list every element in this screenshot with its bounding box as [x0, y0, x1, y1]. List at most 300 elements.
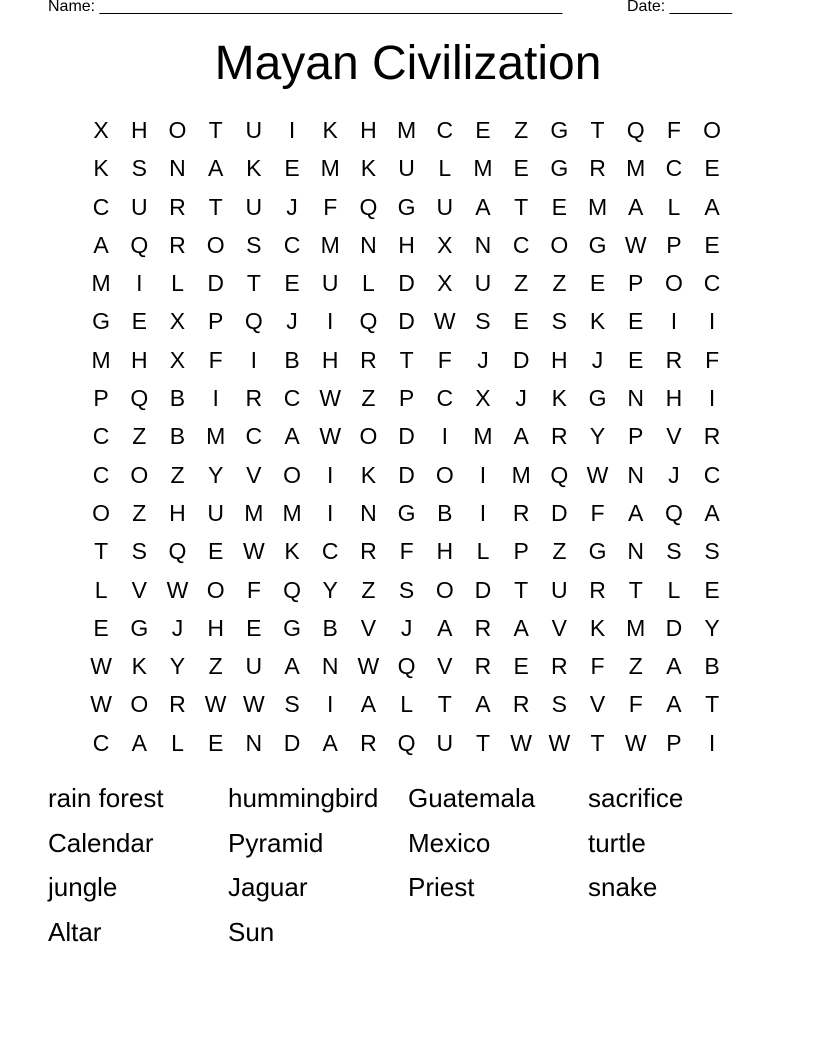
- grid-letter: C: [512, 231, 530, 258]
- grid-letter: N: [627, 385, 645, 412]
- grid-letter: F: [628, 691, 643, 718]
- grid-letter: A: [704, 193, 720, 220]
- grid-letter: A: [131, 729, 147, 756]
- grid-letter: O: [435, 461, 454, 488]
- grid-letter: P: [93, 385, 109, 412]
- grid-letter: U: [474, 270, 492, 297]
- grid-letter: N: [321, 653, 339, 680]
- grid-letter: P: [207, 308, 224, 335]
- grid-letter: A: [93, 231, 109, 258]
- word-list-item: rain forest: [48, 783, 164, 813]
- grid-letter: R: [551, 653, 568, 680]
- grid-letter: C: [92, 729, 110, 756]
- grid-letter: A: [666, 653, 682, 680]
- grid-letter: Z: [132, 499, 147, 526]
- grid-letter: I: [670, 308, 678, 335]
- grid-letter: H: [169, 499, 186, 526]
- grid-letter: A: [207, 155, 224, 182]
- grid-letter: O: [168, 117, 187, 143]
- grid-letter: F: [246, 576, 261, 603]
- grid-letter: N: [627, 538, 645, 565]
- grid-letter: M: [91, 346, 111, 373]
- grid-letter: E: [284, 155, 300, 182]
- grid-letter: J: [286, 193, 298, 220]
- grid-letter: N: [474, 231, 492, 258]
- grid-letter: S: [398, 576, 415, 603]
- grid-letter: T: [705, 691, 720, 718]
- grid-letter: V: [360, 614, 377, 641]
- grid-letter: I: [708, 385, 716, 412]
- grid-letter: Q: [397, 729, 416, 756]
- grid-letter: Y: [169, 653, 186, 680]
- grid-letter: Q: [283, 576, 301, 603]
- grid-letter: J: [668, 461, 680, 488]
- grid-letter: B: [437, 499, 453, 526]
- grid-letter: R: [169, 231, 186, 258]
- grid-letter: Z: [361, 385, 376, 412]
- grid-letter: W: [548, 729, 571, 756]
- grid-letter: S: [551, 691, 568, 718]
- grid-letter: R: [169, 691, 186, 718]
- grid-letter: S: [475, 308, 491, 335]
- grid-letter: H: [665, 385, 683, 412]
- grid-letter: O: [435, 576, 454, 603]
- grid-letter: R: [589, 155, 606, 182]
- grid-letter: E: [704, 576, 720, 603]
- grid-letter: E: [131, 308, 147, 335]
- grid-letter: G: [130, 614, 149, 641]
- grid-letter: P: [513, 538, 529, 565]
- grid-letter: W: [319, 423, 342, 450]
- grid-letter: O: [283, 461, 301, 488]
- grid-letter: G: [550, 155, 569, 182]
- grid-letter: Q: [397, 653, 416, 680]
- grid-letter: S: [131, 538, 147, 565]
- grid-letter: P: [666, 729, 682, 756]
- grid-letter: S: [551, 308, 568, 335]
- grid-letter: A: [666, 691, 682, 718]
- grid-letter: E: [589, 270, 606, 297]
- grid-letter: O: [92, 499, 111, 526]
- page-title: Mayan Civilization: [214, 37, 602, 90]
- word-list-item: Altar: [48, 917, 102, 948]
- word-list-item: Guatemala: [408, 783, 536, 813]
- grid-letter: F: [590, 499, 605, 526]
- grid-letter: T: [514, 576, 529, 603]
- grid-letter: M: [511, 461, 531, 488]
- grid-letter: I: [212, 385, 219, 412]
- grid-letter: G: [588, 231, 607, 258]
- grid-letter: O: [130, 691, 149, 718]
- grid-letter: R: [474, 653, 492, 680]
- grid-letter: X: [475, 385, 491, 412]
- grid-letter: G: [92, 308, 111, 335]
- grid-letter: M: [473, 423, 493, 450]
- grid-letter: U: [245, 653, 263, 680]
- grid-letter: X: [437, 270, 453, 297]
- grid-letter: A: [628, 193, 644, 220]
- grid-letter: L: [400, 691, 413, 718]
- grid-letter: O: [703, 117, 722, 143]
- grid-letter: S: [131, 155, 147, 182]
- grid-letter: H: [207, 614, 224, 641]
- grid-letter: S: [246, 231, 262, 258]
- grid-letter: M: [626, 155, 646, 182]
- grid-letter: D: [207, 270, 224, 297]
- grid-letter: Z: [552, 270, 567, 297]
- grid-letter: U: [130, 193, 148, 220]
- grid-letter: H: [436, 538, 454, 565]
- grid-letter: M: [282, 499, 302, 526]
- grid-letter: C: [321, 538, 339, 565]
- grid-letter: I: [288, 117, 296, 143]
- word-list-item: Sun: [228, 917, 275, 948]
- grid-letter: F: [705, 346, 720, 373]
- grid-letter: W: [624, 231, 647, 258]
- grid-letter: E: [704, 231, 720, 258]
- grid-letter: A: [513, 614, 529, 641]
- grid-letter: I: [327, 308, 334, 335]
- grid-letter: U: [551, 576, 568, 603]
- grid-letter: P: [666, 231, 682, 258]
- grid-letter: S: [284, 691, 300, 718]
- grid-letter: R: [512, 691, 530, 718]
- grid-letter: Q: [130, 385, 149, 412]
- grid-letter: F: [437, 346, 452, 373]
- grid-letter: L: [362, 270, 375, 297]
- grid-letter: S: [704, 538, 720, 565]
- word-list-item: sacrifice: [588, 783, 684, 813]
- grid-letter: N: [627, 461, 645, 488]
- grid-letter: Y: [207, 461, 224, 488]
- grid-letter: V: [666, 423, 682, 450]
- grid-letter: C: [245, 423, 263, 450]
- grid-letter: A: [704, 499, 720, 526]
- grid-letter: C: [665, 155, 683, 182]
- grid-letter: I: [441, 423, 448, 450]
- grid-letter: V: [131, 576, 147, 603]
- grid-letter: I: [250, 346, 258, 373]
- grid-letter: L: [667, 576, 681, 603]
- grid-letter: I: [708, 308, 716, 335]
- grid-letter: M: [244, 499, 264, 526]
- grid-letter: J: [286, 308, 298, 335]
- grid-letter: U: [321, 270, 339, 297]
- word-list-item: snake: [588, 872, 658, 903]
- grid-letter: D: [551, 499, 568, 526]
- grid-letter: B: [322, 614, 338, 641]
- grid-letter: N: [360, 231, 377, 258]
- grid-letter: E: [207, 538, 224, 565]
- grid-letter: C: [92, 423, 110, 450]
- grid-letter: M: [320, 155, 340, 182]
- grid-letter: G: [588, 385, 607, 412]
- grid-letter: W: [586, 461, 609, 488]
- grid-letter: H: [551, 346, 568, 373]
- grid-letter: U: [245, 117, 263, 143]
- grid-letter: I: [327, 461, 334, 488]
- grid-letter: H: [130, 346, 148, 373]
- grid-letter: W: [166, 576, 189, 603]
- grid-letter: B: [169, 385, 186, 412]
- grid-letter: R: [360, 538, 377, 565]
- grid-letter: W: [510, 729, 533, 756]
- grid-letter: I: [327, 691, 334, 718]
- grid-letter: F: [399, 538, 414, 565]
- grid-letter: U: [245, 193, 263, 220]
- grid-letter: C: [703, 461, 721, 488]
- word-list-item: Priest: [408, 872, 475, 903]
- grid-letter: V: [589, 691, 606, 718]
- grid-letter: Z: [514, 270, 529, 297]
- grid-letter: S: [666, 538, 682, 565]
- grid-letter: E: [93, 614, 109, 641]
- grid-letter: O: [359, 423, 378, 450]
- grid-letter: L: [667, 193, 681, 220]
- grid-letter: W: [357, 653, 380, 680]
- grid-letter: H: [360, 117, 377, 143]
- grid-letter: Z: [132, 423, 147, 450]
- grid-letter: K: [360, 155, 377, 182]
- word-list-item: jungle: [48, 872, 118, 903]
- grid-letter: D: [398, 270, 415, 297]
- grid-letter: O: [206, 576, 225, 603]
- grid-letter: R: [245, 385, 263, 412]
- grid-letter: W: [90, 653, 112, 680]
- grid-letter: U: [436, 193, 454, 220]
- grid-letter: Y: [322, 576, 338, 603]
- grid-letter: T: [475, 729, 490, 756]
- grid-letter: M: [206, 423, 226, 450]
- grid-letter: J: [171, 614, 184, 641]
- grid-letter: L: [476, 538, 490, 565]
- grid-letter: C: [436, 117, 454, 143]
- grid-letter: C: [92, 461, 110, 488]
- grid-letter: H: [398, 231, 415, 258]
- grid-letter: K: [551, 385, 568, 412]
- grid-letter: K: [131, 653, 147, 680]
- grid-letter: U: [436, 729, 454, 756]
- grid-letter: E: [513, 653, 529, 680]
- grid-letter: F: [666, 117, 681, 143]
- grid-letter: E: [628, 308, 644, 335]
- grid-letter: M: [626, 614, 646, 641]
- grid-letter: Z: [361, 576, 376, 603]
- grid-letter: C: [283, 385, 301, 412]
- grid-letter: R: [703, 423, 721, 450]
- grid-letter: P: [628, 270, 644, 297]
- grid-letter: I: [479, 499, 487, 526]
- grid-letter: X: [93, 117, 109, 143]
- grid-letter: K: [93, 155, 109, 182]
- grid-letter: Z: [208, 653, 223, 680]
- grid-letter: E: [284, 270, 300, 297]
- grid-letter: O: [664, 270, 683, 297]
- word-list: [48, 779, 768, 958]
- grid-letter: Q: [168, 538, 187, 565]
- grid-letter: L: [94, 576, 108, 603]
- grid-letter: W: [433, 308, 456, 335]
- grid-letter: Q: [359, 193, 378, 220]
- grid-letter: B: [284, 346, 300, 373]
- grid-letter: K: [284, 538, 300, 565]
- grid-letter: Z: [628, 653, 643, 680]
- grid-letter: N: [169, 155, 186, 182]
- grid-letter: M: [587, 193, 608, 220]
- grid-letter: Q: [550, 461, 569, 488]
- grid-letter: W: [242, 538, 265, 565]
- grid-letter: P: [628, 423, 644, 450]
- grid-letter: M: [473, 155, 493, 182]
- grid-letter: M: [320, 231, 340, 258]
- grid-letter: U: [207, 499, 224, 526]
- grid-letter: T: [514, 193, 529, 220]
- grid-letter: A: [437, 614, 453, 641]
- grid-letter: R: [360, 729, 377, 756]
- grid-letter: A: [475, 193, 491, 220]
- grid-letter: A: [360, 691, 377, 718]
- grid-letter: V: [246, 461, 262, 488]
- grid-letter: Y: [704, 614, 720, 641]
- grid-letter: T: [437, 691, 452, 718]
- grid-letter: D: [283, 729, 301, 756]
- grid-letter: A: [513, 423, 529, 450]
- grid-letter: Q: [130, 231, 149, 258]
- grid-letter: U: [398, 155, 415, 182]
- grid-letter: L: [438, 155, 452, 182]
- grid-letter: K: [246, 155, 262, 182]
- grid-letter: D: [474, 576, 492, 603]
- grid-letter: E: [207, 729, 224, 756]
- grid-letter: I: [479, 461, 487, 488]
- grid-letter: D: [398, 308, 415, 335]
- grid-letter: B: [169, 423, 186, 450]
- grid-letter: C: [92, 193, 110, 220]
- grid-letter: M: [91, 270, 111, 297]
- grid-letter: Q: [626, 117, 645, 143]
- grid-letter: C: [283, 231, 301, 258]
- grid-letter: Q: [664, 499, 683, 526]
- grid-letter: M: [397, 117, 417, 143]
- grid-letter: E: [704, 155, 720, 182]
- grid-letter: Y: [589, 423, 606, 450]
- grid-letter: E: [246, 614, 262, 641]
- word-list-item: turtle: [588, 827, 646, 858]
- grid-letter: B: [704, 653, 720, 680]
- grid-letter: T: [399, 346, 414, 373]
- grid-letter: L: [171, 270, 184, 297]
- grid-letter: H: [130, 117, 148, 143]
- grid-letter: C: [436, 385, 454, 412]
- grid-letter: G: [283, 614, 301, 641]
- grid-letter: O: [550, 231, 569, 258]
- grid-letter: A: [322, 729, 338, 756]
- grid-letter: V: [437, 653, 453, 680]
- name-field-label: Name: ____________________________________________________: [48, 0, 563, 15]
- grid-letter: T: [94, 538, 109, 565]
- grid-letter: W: [624, 729, 647, 756]
- grid-letter: V: [551, 614, 568, 641]
- grid-letter: G: [588, 538, 607, 565]
- grid-letter: A: [284, 423, 300, 450]
- grid-letter: R: [360, 346, 377, 373]
- grid-letter: P: [398, 385, 415, 412]
- letter-grid: [82, 111, 731, 762]
- grid-letter: J: [591, 346, 604, 373]
- grid-letter: E: [628, 346, 644, 373]
- word-list-item: Pyramid: [228, 827, 324, 858]
- grid-letter: J: [477, 346, 489, 373]
- word-list-item: hummingbird: [228, 783, 379, 813]
- grid-letter: R: [169, 193, 186, 220]
- grid-letter: K: [589, 308, 606, 335]
- grid-letter: K: [589, 614, 606, 641]
- grid-letter: R: [512, 499, 530, 526]
- grid-letter: K: [322, 117, 338, 143]
- word-list-item: Calendar: [48, 827, 154, 858]
- grid-letter: H: [321, 346, 339, 373]
- grid-letter: G: [397, 193, 416, 220]
- grid-letter: R: [551, 423, 568, 450]
- grid-letter: F: [208, 346, 223, 373]
- grid-letter: W: [242, 691, 265, 718]
- grid-letter: A: [475, 691, 491, 718]
- grid-letter: D: [512, 346, 530, 373]
- grid-letter: N: [360, 499, 377, 526]
- grid-letter: R: [665, 346, 683, 373]
- grid-letter: E: [513, 308, 529, 335]
- grid-letter: E: [475, 117, 491, 143]
- grid-letter: X: [169, 308, 186, 335]
- grid-letter: R: [474, 614, 492, 641]
- grid-letter: Z: [170, 461, 185, 488]
- grid-letter: T: [590, 729, 605, 756]
- grid-letter: T: [208, 117, 223, 143]
- grid-letter: X: [169, 346, 186, 373]
- grid-letter: R: [589, 576, 606, 603]
- grid-letter: F: [323, 193, 338, 220]
- grid-letter: T: [208, 193, 223, 220]
- grid-letter: Z: [514, 117, 529, 143]
- grid-letter: Z: [552, 538, 567, 565]
- date-field-label: Date: _______: [627, 0, 732, 15]
- grid-letter: L: [171, 729, 184, 756]
- grid-letter: I: [136, 270, 143, 297]
- grid-letter: W: [204, 691, 227, 718]
- grid-letter: D: [398, 423, 415, 450]
- grid-letter: G: [397, 499, 416, 526]
- grid-letter: O: [206, 231, 225, 258]
- grid-letter: N: [245, 729, 263, 756]
- grid-letter: D: [398, 461, 415, 488]
- grid-letter: K: [360, 461, 377, 488]
- grid-letter: F: [590, 653, 605, 680]
- grid-letter: J: [400, 614, 413, 641]
- word-list-item: Mexico: [408, 827, 491, 858]
- grid-letter: A: [284, 653, 300, 680]
- grid-letter: J: [515, 385, 527, 412]
- grid-letter: T: [590, 117, 605, 143]
- grid-letter: E: [513, 155, 529, 182]
- grid-letter: D: [665, 614, 683, 641]
- grid-letter: T: [246, 270, 261, 297]
- grid-letter: C: [703, 270, 721, 297]
- grid-letter: T: [628, 576, 643, 603]
- grid-letter: I: [327, 499, 334, 526]
- grid-letter: Q: [359, 308, 378, 335]
- grid-letter: G: [550, 117, 569, 143]
- word-list-item: Jaguar: [228, 872, 308, 903]
